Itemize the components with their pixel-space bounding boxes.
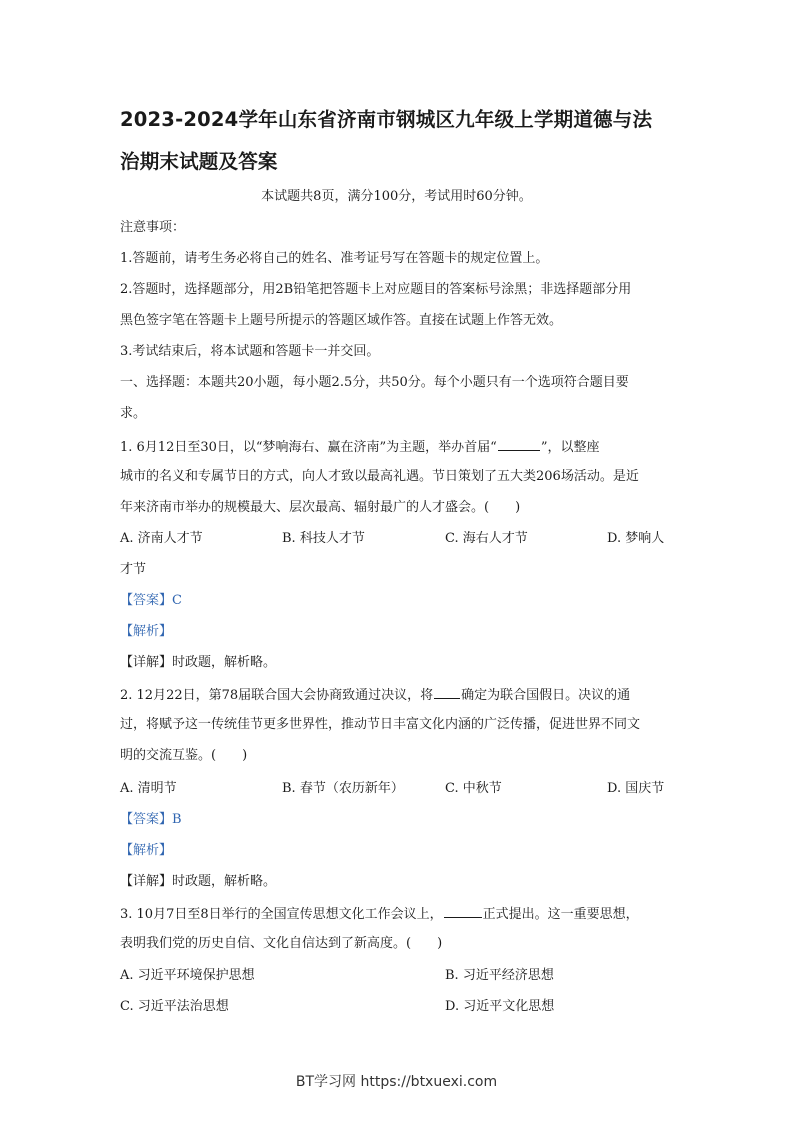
question-3-text-after-blank: 正式提出。这一重要思想， <box>482 907 639 922</box>
question-2-option-c: C. 中秋节 <box>445 781 502 796</box>
question-1-line-2: 城市的名义和专属节日的方式，向人才致以最高礼遇。节日策划了五大类206场活动。是近 <box>120 469 639 484</box>
note-3: 3.考试结束后，将本试题和答题卡一并交回。 <box>120 344 380 359</box>
document-title-line-2: 治期末试题及答案 <box>120 150 278 173</box>
answer-blank <box>498 437 540 451</box>
question-2-option-d: D. 国庆节 <box>607 781 665 796</box>
question-1-analysis-label: 【解析】 <box>120 624 173 639</box>
question-1-option-c: C. 海右人才节 <box>445 531 528 546</box>
document-title-line-1: 2023-2024学年山东省济南市钢城区九年级上学期道德与法 <box>120 108 653 131</box>
question-1-answer: 【答案】C <box>120 593 182 608</box>
watermark-footer: BT学习网 https://btxuexi.com <box>295 1074 498 1090</box>
answer-blank <box>434 685 460 699</box>
question-2-text-before-blank: 2. 12月22日，第78届联合国大会协商致通过决议，将 <box>120 688 434 703</box>
question-3-line-1 <box>120 904 639 924</box>
question-2-line-3: 明的交流互鉴。( ) <box>120 748 248 763</box>
question-2-detail: 【详解】时政题，解析略。 <box>120 874 277 889</box>
question-1-text-before-blank: 1. 6月12日至30日，以“梦响海右、赢在济南”为主题，举办首届“ <box>120 440 497 455</box>
question-3-option-d: D. 习近平文化思想 <box>445 999 555 1014</box>
question-1-option-d: D. 梦响人 <box>607 531 665 546</box>
section-1-heading-line-1: 一、选择题：本题共20小题，每小题2.5分，共50分。每个小题只有一个选项符合题目要 <box>120 375 629 390</box>
question-3-option-a: A. 习近平环境保护思想 <box>120 968 255 983</box>
question-2-text-after-blank: 确定为联合国假日。决议的通 <box>461 688 631 703</box>
note-2-line-2: 黑色签字笔在答题卡上题号所提示的答题区域作答。直接在试题上作答无效。 <box>120 313 563 328</box>
question-3-line-2: 表明我们党的历史自信、文化自信达到了新高度。( ) <box>120 936 443 951</box>
note-1: 1.答题前，请考生务必将自己的姓名、准考证号写在答题卡的规定位置上。 <box>120 251 549 266</box>
question-1-option-a: A. 济南人才节 <box>120 531 203 546</box>
section-1-heading-line-2: 求。 <box>120 406 147 421</box>
question-3-option-b: B. 习近平经济思想 <box>445 968 554 983</box>
question-1-option-d-continued: 才节 <box>120 562 147 577</box>
question-1-line-1 <box>120 437 600 457</box>
question-3-text-before-blank: 3. 10月7日至8日举行的全国宣传思想文化工作会议上， <box>120 907 443 922</box>
note-2-line-1: 2.答题时，选择题部分，用2B铅笔把答题卡上对应题目的答案标号涂黑；非选择题部分用 <box>120 282 632 297</box>
question-1-line-3: 年来济南市举办的规模最大、层次最高、辐射最广的人才盛会。( ) <box>120 500 521 515</box>
question-2-option-a: A. 清明节 <box>120 781 177 796</box>
exam-info: 本试题共8页，满分100分，考试用时60分钟。 <box>261 189 532 204</box>
question-2-line-1 <box>120 685 630 705</box>
question-1-option-b: B. 科技人才节 <box>282 531 365 546</box>
question-1-detail: 【详解】时政题，解析略。 <box>120 655 277 670</box>
question-3-option-c: C. 习近平法治思想 <box>120 999 229 1014</box>
question-1-text-after-blank: ”，以整座 <box>540 440 600 455</box>
question-2-analysis-label: 【解析】 <box>120 843 173 858</box>
question-2-option-b: B. 春节（农历新年） <box>282 781 404 796</box>
notes-heading: 注意事项： <box>120 220 186 235</box>
answer-blank <box>444 904 482 918</box>
question-2-answer: 【答案】B <box>120 812 182 827</box>
question-2-line-2: 过，将赋予这一传统佳节更多世界性，推动节日丰富文化内涵的广泛传播，促进世界不同文 <box>120 717 641 732</box>
